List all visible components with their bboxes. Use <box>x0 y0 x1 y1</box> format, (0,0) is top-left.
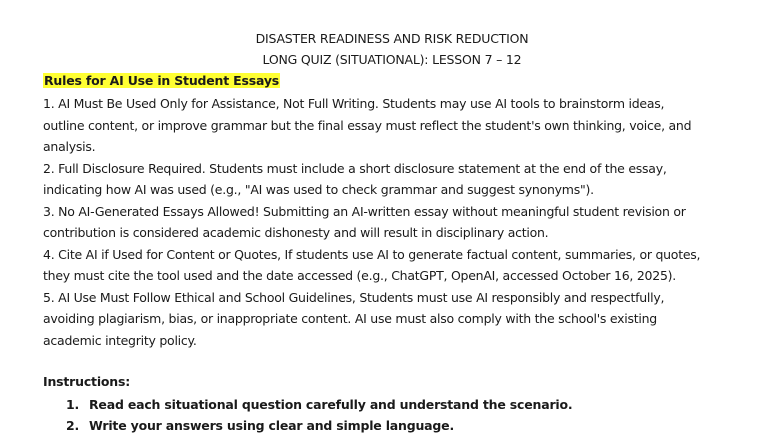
instruction-number: 2. <box>66 418 80 433</box>
instruction-item <box>66 418 454 433</box>
rules-heading: Rules for AI Use in Student Essays <box>44 73 280 88</box>
instruction-number: 1. <box>66 397 80 412</box>
document-title: DISASTER READINESS AND RISK REDUCTION <box>255 31 529 46</box>
instruction-item <box>66 397 572 412</box>
rules-line: they must cite the tool used and the date accessed (e.g., ChatGPT, OpenAI, accessed October 16, 2025). <box>43 268 677 283</box>
document-subtitle: LONG QUIZ (SITUATIONAL): LESSON 7 – 12 <box>262 52 522 67</box>
rules-line: contribution is considered academic dishonesty and will result in disciplinary action. <box>43 225 549 240</box>
instructions-heading: Instructions: <box>43 374 131 389</box>
rules-line: academic integrity policy. <box>43 332 197 348</box>
rules-line: 3. No AI-Generated Essays Allowed! Submitting an AI-written essay without meaningful student revision or <box>43 203 686 219</box>
rules-line: outline content, or improve grammar but the final essay must reflect the student's own thinking, voice, and <box>43 117 692 133</box>
rules-line: avoiding plagiarism, bias, or inappropriate content. AI use must also comply with the school's existing <box>43 311 657 326</box>
rules-line: indicating how AI was used (e.g., "AI was used to check grammar and suggest synonyms"). <box>43 182 594 197</box>
rules-line: 4. Cite AI if Used for Content or Quotes, If students use AI to generate factual content, summaries, or quotes, <box>43 246 701 262</box>
rules-line: 2. Full Disclosure Required. Students must include a short disclosure statement at the end of the essay, <box>43 160 667 176</box>
rules-line: 5. AI Use Must Follow Ethical and School Guidelines, Students must use AI responsibly and respectfully, <box>43 289 665 305</box>
instruction-text: Read each situational question carefully and understand the scenario. <box>89 397 573 412</box>
rules-line: analysis. <box>43 139 96 154</box>
instruction-text: Write your answers using clear and simple language. <box>89 418 454 433</box>
rules-line: 1. AI Must Be Used Only for Assistance, Not Full Writing. Students may use AI tools to brainstorm ideas, <box>43 96 665 111</box>
